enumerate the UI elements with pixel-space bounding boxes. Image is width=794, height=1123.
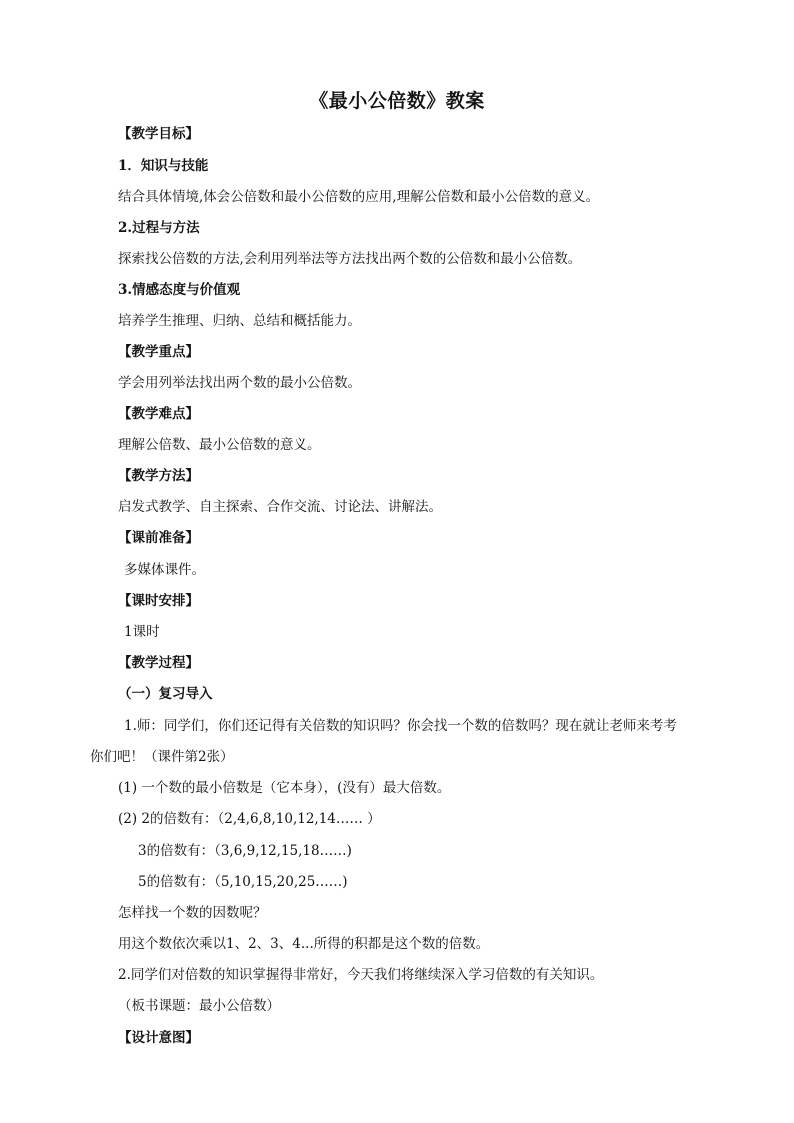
section-heading-methods: 【教学方法】 (118, 468, 199, 484)
question-item: 3的倍数有：（3,6,9,12,15,18……) (138, 843, 352, 859)
paragraph: （板书课题：最小公倍数） (118, 998, 280, 1014)
section-heading-teaching-goals: 【教学目标】 (118, 126, 199, 142)
paragraph: 你们吧！（课件第2张） (90, 749, 234, 765)
question-item: (1) 一个数的最小倍数是（它本身），(没有）最大倍数。 (118, 780, 451, 796)
paragraph: 多媒体课件。 (124, 562, 205, 578)
paragraph: 2.同学们对倍数的知识掌握得非常好，今天我们将继续深入学习倍数的有关知识。 (118, 967, 604, 983)
paragraph: 培养学生推理、归纳、总结和概括能力。 (118, 313, 361, 329)
paragraph: 1课时 (124, 624, 160, 640)
subheading-review-intro: （一）复习导入 (118, 686, 213, 702)
paragraph: 结合具体情境,体会公倍数和最小公倍数的应用,理解公倍数和最小公倍数的意义。 (118, 189, 600, 205)
paragraph: 启发式教学、自主探索、合作交流、讨论法、讲解法。 (118, 499, 442, 515)
section-heading-preparation: 【课前准备】 (118, 530, 199, 546)
question-item: (2) 2的倍数有：（2,4,6,8,10,12,14…… ） (118, 811, 381, 827)
subheading-attitude-values: 3.情感态度与价值观 (118, 282, 241, 298)
section-heading-key-points: 【教学重点】 (118, 344, 199, 360)
paragraph: 怎样找一个数的因数呢？ (118, 905, 267, 921)
paragraph: 理解公倍数、最小公倍数的意义。 (118, 437, 321, 453)
subheading-process-method: 2.过程与方法 (118, 220, 200, 236)
question-item: 5的倍数有：（5,10,15,20,25……) (138, 874, 348, 890)
section-heading-difficulties: 【教学难点】 (118, 406, 199, 422)
paragraph: 1.师：同学们，你们还记得有关倍数的知识吗？你会找一个数的倍数吗？现在就让老师来考考 (124, 718, 677, 734)
paragraph: 用这个数依次乘以1、2、3、4...所得的积都是这个数的倍数。 (118, 936, 490, 952)
subheading-knowledge-skills: 1．知识与技能 (118, 158, 209, 174)
section-heading-process: 【教学过程】 (118, 655, 199, 671)
section-heading-schedule: 【课时安排】 (118, 593, 199, 609)
paragraph: 探索找公倍数的方法,会利用列举法等方法找出两个数的公倍数和最小公倍数。 (118, 251, 582, 267)
paragraph: 学会用列举法找出两个数的最小公倍数。 (118, 375, 361, 391)
section-heading-design-intent: 【设计意图】 (118, 1030, 199, 1046)
document-title: 《最小公倍数》教案 (309, 90, 485, 112)
